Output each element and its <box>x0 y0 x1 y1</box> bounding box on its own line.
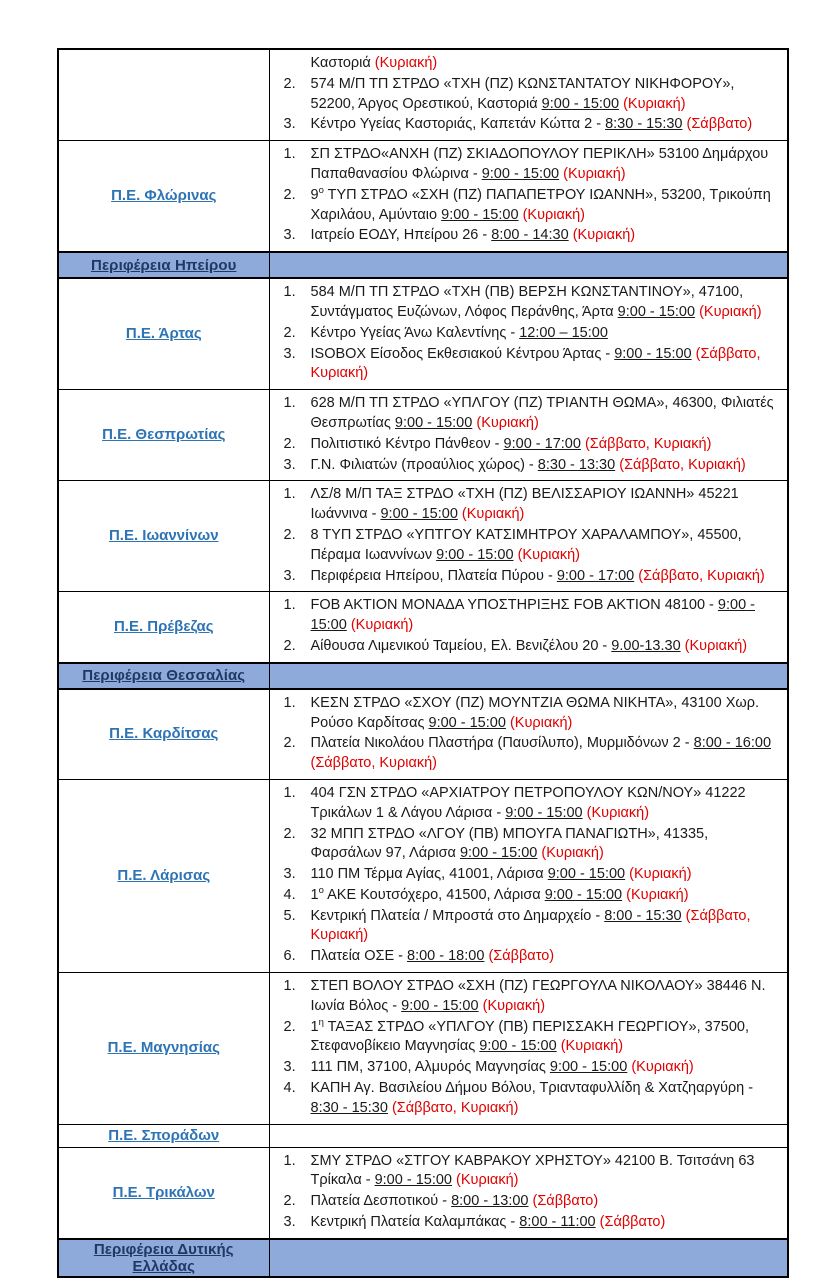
time-range: 9:00 - 15:00 <box>459 845 538 862</box>
regional-unit-cell <box>58 390 269 481</box>
item-text <box>311 186 782 226</box>
location-item <box>284 283 782 323</box>
region-header-cell <box>58 1239 269 1277</box>
item-number <box>284 54 311 74</box>
item-text <box>311 75 782 115</box>
day-note: (Κυριακή) <box>456 1172 519 1189</box>
table-row <box>58 592 788 663</box>
item-number: 1. <box>283 597 296 614</box>
day-note: (Σάββατο, Κυριακή) <box>391 1099 519 1116</box>
location-item <box>284 186 782 226</box>
location-item <box>284 596 782 636</box>
item-number: 1. <box>283 146 296 163</box>
region-header-cell <box>58 663 269 689</box>
time-range: 8:00 - 15:30 <box>604 907 682 924</box>
ordinal-suffix: ο <box>318 184 324 196</box>
location-text: Αίθουσα Λιμενικού Ταμείου, Ελ. Βενιζέλου 20 - <box>310 637 612 654</box>
day-note: (Κυριακή) <box>522 206 585 223</box>
location-item <box>284 694 782 734</box>
table-row <box>58 1124 788 1147</box>
location-item <box>284 485 782 525</box>
time-range: 8:00 - 14:30 <box>491 227 569 244</box>
item-text <box>311 1213 782 1233</box>
item-text <box>311 226 782 246</box>
item-number: 2. <box>283 435 296 452</box>
location-text: Γ.Ν. Φιλιατών (προαύλιος χώρος) - <box>310 456 538 473</box>
item-number: 5. <box>283 907 296 924</box>
locations-list-cell <box>269 1147 788 1239</box>
location-text: ΛΣ/8 Μ/Π ΤΑΞ ΣΤΡΔΟ «ΤΧΗ (ΠΖ) ΒΕΛΙΣΣΑΡΙΟΥ ΙΩΑΝΝΗ» 45221 Ιωάννινα - <box>310 486 739 523</box>
regional-unit-link[interactable]: Π.Ε. Θεσπρωτίας <box>102 426 226 444</box>
item-text <box>311 886 782 906</box>
item-text <box>311 977 782 1017</box>
location-text: ΚΕΣΝ ΣΤΡΔΟ «ΣΧΟΥ (ΠΖ) ΜΟΥΝΤΖΙΑ ΘΩΜΑ ΝΙΚΗΤΑ», 43100 Χωρ. Ρούσο Καρδίτσας <box>310 694 759 731</box>
ordinal-suffix: ο <box>318 885 324 897</box>
item-text <box>311 1058 782 1078</box>
item-number: 2. <box>283 526 296 543</box>
item-number: 2. <box>283 75 296 92</box>
regional-unit-link[interactable]: Π.Ε. Ιωαννίνων <box>108 527 219 545</box>
table-row <box>58 1147 788 1239</box>
item-number: 2. <box>283 186 296 203</box>
day-note: (Σάββατο) <box>599 1214 666 1231</box>
region-header-row <box>58 252 788 278</box>
item-text <box>311 694 782 734</box>
table-row <box>58 390 788 481</box>
location-text: 1 <box>310 1018 319 1035</box>
location-item <box>284 435 782 455</box>
item-text <box>311 825 782 865</box>
item-text <box>311 54 782 74</box>
day-note: (Σάββατο, Κυριακή) <box>310 345 761 382</box>
item-text <box>311 865 782 885</box>
locations-list-cell <box>269 390 788 481</box>
regional-unit-link[interactable]: Π.Ε. Άρτας <box>125 325 202 343</box>
regional-unit-cell <box>58 689 269 780</box>
item-number: 2. <box>283 324 296 341</box>
location-text: ISOBOX Είσοδος Εκθεσιακού Κέντρου Άρτας - <box>310 345 615 362</box>
item-number: 4. <box>283 886 296 903</box>
time-range: 9:00 - 15:00 <box>549 1059 628 1076</box>
day-note: (Κυριακή) <box>482 997 546 1014</box>
location-item <box>284 784 782 824</box>
location-text: 111 ΠΜ, 37100, Αλμυρός Μαγνησίας <box>310 1059 550 1076</box>
location-text: Κεντρική Πλατεία Καλαμπάκας - <box>310 1214 520 1231</box>
location-item <box>284 1213 782 1233</box>
regional-unit-cell <box>58 141 269 252</box>
regional-unit-link[interactable]: Π.Ε. Μαγνησίας <box>107 1039 220 1057</box>
table-row <box>58 278 788 389</box>
item-number: 3. <box>283 567 296 584</box>
location-item <box>284 1058 782 1078</box>
day-note: (Κυριακή) <box>563 165 626 182</box>
time-range: 8:30 - 15:30 <box>310 1099 388 1116</box>
day-note: (Κυριακή) <box>560 1038 624 1055</box>
item-number: 3. <box>283 866 296 883</box>
location-item <box>284 394 782 434</box>
item-number: 1. <box>283 694 296 711</box>
locations-table <box>57 48 789 1278</box>
time-range: 9:00 - 17:00 <box>503 435 581 452</box>
item-text <box>311 734 782 774</box>
location-item <box>284 567 782 587</box>
table-row <box>58 973 788 1125</box>
locations-list-cell <box>269 689 788 780</box>
item-number: 3. <box>283 227 296 244</box>
day-note: (Σάββατο, Κυριακή) <box>584 435 712 452</box>
item-number: 1. <box>283 486 296 503</box>
item-number: 2. <box>283 735 296 752</box>
location-item <box>284 907 782 947</box>
day-note: (Κυριακή) <box>541 845 604 862</box>
time-range: 9:00 - 17:00 <box>556 567 635 584</box>
region-header-label: Περιφέρεια Θεσσαλίας <box>82 667 246 685</box>
time-range: 9:00 - 15:00 <box>481 165 560 182</box>
location-item <box>284 825 782 865</box>
day-note: (Κυριακή) <box>509 714 573 731</box>
location-item <box>284 1192 782 1212</box>
location-text: ΣΠ ΣΤΡΔΟ«ΑΝΧΗ (ΠΖ) ΣΚΙΑΔΟΠΟΥΛΟΥ ΠΕΡΙΚΛΗ» 53100 Δημάρχου Παπαθανασίου Φλώρινα - <box>310 146 769 182</box>
location-text: 584 Μ/Π ΤΠ ΣΤΡΔΟ «ΤΧΗ (ΠΒ) ΒΕΡΣΗ ΚΩΝΣΤΑΝΤΙΝΟΥ», 47100, Συντάγματος Ευζώνων, Λόφος Περάνθης, Άρτα <box>310 284 744 320</box>
day-note: (Σάββατο) <box>686 116 753 133</box>
location-item <box>284 886 782 906</box>
day-note: (Κυριακή) <box>350 617 414 634</box>
region-header-label: Περιφέρεια Δυτικής Ελλάδας <box>93 1240 234 1275</box>
location-text: 8 ΤΥΠ ΣΤΡΔΟ «ΥΠΤΓΟΥ ΚΑΤΣΙΜΗΤΡΟΥ ΧΑΡΑΛΑΜΠΟΥ», 45500, Πέραμα Ιωαννίνων <box>310 526 742 563</box>
item-text <box>311 637 782 657</box>
location-item <box>284 977 782 1017</box>
time-range: 8:00 - 13:00 <box>451 1193 529 1210</box>
location-item <box>284 75 782 115</box>
location-text: Πολιτιστικό Κέντρο Πάνθεον - <box>310 435 504 452</box>
day-note: (Κυριακή) <box>623 95 686 112</box>
location-item <box>284 145 782 185</box>
location-item <box>284 324 782 344</box>
regional-unit-cell <box>58 592 269 663</box>
locations-list-cell <box>269 592 788 663</box>
location-text: Πλατεία Δεσποτικού - <box>310 1193 452 1210</box>
item-number: 1. <box>283 284 296 301</box>
location-item <box>284 1079 782 1119</box>
location-item <box>284 54 782 74</box>
location-text: FOB AKTION ΜΟΝΑΔΑ ΥΠΟΣΤΗΡΙΞΗΣ FOB AKTION 48100 - <box>310 597 718 614</box>
location-text: ΤΥΠ ΣΤΡΔΟ «ΣΧΗ (ΠΖ) ΠΑΠΑΠΕΤΡΟΥ ΙΩΑΝΝΗ», 53200, Τρικούπη Χαριλάου, Αμύνταιο <box>310 186 771 223</box>
location-text: Καστοριά <box>310 55 375 71</box>
locations-list-cell <box>269 481 788 592</box>
item-text <box>311 907 782 947</box>
day-note: (Σάββατο, Κυριακή) <box>619 456 746 473</box>
location-text: Κέντρο Υγείας Καστοριάς, Καπετάν Κώττα 2 - <box>310 116 606 133</box>
regional-unit-cell <box>58 278 269 389</box>
region-header-label: Περιφέρεια Ηπείρου <box>91 256 237 274</box>
day-note: (Κυριακή) <box>684 637 748 654</box>
location-text: ΑΚΕ Κουτσόχερο, 41500, Λάρισα <box>323 886 545 903</box>
item-number: 2. <box>283 1018 296 1035</box>
location-item <box>284 865 782 885</box>
item-number: 3. <box>283 1214 296 1231</box>
day-note: (Κυριακή) <box>626 886 689 903</box>
item-number: 1. <box>283 395 296 412</box>
day-note: (Κυριακή) <box>699 303 762 320</box>
regional-unit-link[interactable]: Π.Ε. Καρδίτσας <box>109 725 219 743</box>
location-text: Κεντρική Πλατεία / Μπροστά στο Δημαρχείο - <box>310 907 605 924</box>
table-row <box>58 49 788 141</box>
locations-list-cell <box>269 278 788 389</box>
item-text <box>311 435 782 455</box>
item-number: 3. <box>283 456 296 473</box>
item-text <box>311 1192 782 1212</box>
location-text: 574 Μ/Π ΤΠ ΣΤΡΔΟ «ΤΧΗ (ΠΖ) ΚΩΝΣΤΑΝΤΑΤΟΥ ΝΙΚΗΦΟΡΟΥ», 52200, Άργος Ορεστικού, Καστοριά <box>310 75 735 112</box>
item-text <box>311 456 782 476</box>
time-range: 9:00 - 15:00 <box>436 546 514 563</box>
day-note: (Σάββατο, Κυριακή) <box>310 907 751 944</box>
region-header-cell-right <box>269 663 788 689</box>
regional-unit-cell <box>58 1147 269 1239</box>
time-range: 8:00 - 18:00 <box>407 948 485 965</box>
time-range: 9:00 - 15:00 <box>428 714 506 731</box>
time-range: 8:00 - 16:00 <box>693 735 772 752</box>
time-range: 9:00 - 15:00 <box>541 95 620 112</box>
locations-list-cell <box>269 141 788 252</box>
location-item <box>284 734 782 774</box>
time-range: 9:00 - 15:00 <box>479 1038 557 1055</box>
item-text <box>311 596 782 636</box>
item-number: 3. <box>283 345 296 362</box>
time-range: 8:00 - 11:00 <box>519 1214 596 1231</box>
item-text <box>311 784 782 824</box>
day-note: (Σάββατο, Κυριακή) <box>638 567 765 584</box>
region-header-cell-right <box>269 252 788 278</box>
day-note: (Σάββατο, Κυριακή) <box>310 755 437 772</box>
item-text <box>311 567 782 587</box>
time-range: 9:00 - 15:00 <box>374 1172 452 1189</box>
time-range: 9:00 - 15:00 <box>617 303 696 320</box>
time-range: 12:00 – 15:00 <box>519 324 608 341</box>
time-range: 8:30 - 15:30 <box>605 116 683 133</box>
item-text <box>311 1152 782 1192</box>
location-item <box>284 526 782 566</box>
day-note: (Κυριακή) <box>476 414 539 431</box>
item-number: 4. <box>283 1080 296 1097</box>
regional-unit-link[interactable]: Π.Ε. Σποράδων <box>108 1126 220 1144</box>
location-text: Κέντρο Υγείας Άνω Καλεντίνης - <box>310 324 520 341</box>
location-text: Πλατεία Νικολάου Πλαστήρα (Παυσίλυπο), Μυρμιδόνων 2 - <box>310 735 694 752</box>
ordinal-suffix: η <box>318 1016 324 1028</box>
day-note: (Σάββατο) <box>532 1193 599 1210</box>
locations-list-cell <box>269 779 788 972</box>
location-text: Ιατρείο ΕΟΔΥ, Ηπείρου 26 - <box>310 227 492 244</box>
day-note: (Κυριακή) <box>374 55 438 71</box>
locations-list-cell <box>269 973 788 1125</box>
location-text: Πλατεία ΟΣΕ - <box>310 948 408 965</box>
item-number: 2. <box>283 1193 296 1210</box>
location-text: 1 <box>310 886 319 903</box>
location-item <box>284 226 782 246</box>
location-text: ΚΑΠΗ Αγ. Βασιλείου Δήμου Βόλου, Τριανταφυλλίδη & Χατζηαργύρη - <box>310 1080 754 1097</box>
item-text <box>311 145 782 185</box>
day-note: (Κυριακή) <box>631 1059 694 1076</box>
location-text: ΣΤΕΠ ΒΟΛΟΥ ΣΤΡΔΟ «ΣΧΗ (ΠΖ) ΓΕΩΡΓΟΥΛΑ ΝΙΚΟΛΑΟΥ» 38446 Ν. Ιωνία Βόλος - <box>310 978 766 1014</box>
regional-unit-link[interactable]: Π.Ε. Φλώρινας <box>111 187 217 205</box>
locations-list-cell <box>269 49 788 141</box>
location-text: 628 Μ/Π ΤΠ ΣΤΡΔΟ «ΥΠΛΓΟΥ (ΠΖ) ΤΡΙΑΝΤΗ ΘΩΜΑ», 46300, Φιλιατές Θεσπρωτίας <box>310 395 774 431</box>
location-item <box>284 947 782 967</box>
item-number: 2. <box>283 825 296 842</box>
time-range: 9:00 - 15:00 <box>547 866 626 883</box>
item-number: 1. <box>283 978 296 995</box>
regional-unit-cell <box>58 49 269 141</box>
item-text <box>311 324 782 344</box>
item-text <box>311 1018 782 1058</box>
time-range: 9:00 - 15:00 <box>544 886 623 903</box>
time-range: 9.00-13.30 <box>611 637 681 654</box>
item-text <box>311 485 782 525</box>
item-number: 3. <box>283 1059 296 1076</box>
location-text: ΣΜΥ ΣΤΡΔΟ «ΣΤΓΟΥ ΚΑΒΡΑΚΟΥ ΧΡΗΣΤΟΥ» 42100 Β. Τσιτσάνη 63 Τρίκαλα - <box>310 1152 755 1189</box>
location-text: 110 ΠΜ Τέρμα Αγίας, 41001, Λάρισα <box>310 866 548 883</box>
location-item <box>284 1018 782 1058</box>
item-number: 6. <box>283 948 296 965</box>
regional-unit-cell <box>58 973 269 1125</box>
regional-unit-link[interactable]: Π.Ε. Λάρισας <box>117 866 211 884</box>
location-item <box>284 1152 782 1192</box>
time-range: 9:00 - 15:00 <box>614 345 692 362</box>
day-note: (Κυριακή) <box>461 506 525 523</box>
location-item <box>284 637 782 657</box>
regional-unit-link[interactable]: Π.Ε. Πρέβεζας <box>113 618 214 636</box>
item-text <box>311 947 782 967</box>
item-number: 1. <box>283 1152 296 1169</box>
regional-unit-cell <box>58 779 269 972</box>
item-number: 3. <box>283 116 296 133</box>
locations-list-cell <box>269 1124 788 1147</box>
location-text: ΤΑΞΑΣ ΣΤΡΔΟ «ΥΠΛΓΟΥ (ΠΒ) ΠΕΡΙΣΣΑΚΗ ΓΕΩΡΓΙΟΥ», 37500, Στεφανοβίκειο Μαγνησίας <box>310 1018 749 1055</box>
location-item <box>284 115 782 135</box>
location-item <box>284 456 782 476</box>
item-text <box>311 345 782 385</box>
table-row <box>58 779 788 972</box>
item-number: 2. <box>283 637 296 654</box>
day-note: (Κυριακή) <box>517 546 581 563</box>
location-text: 32 ΜΠΠ ΣΤΡΔΟ «ΛΓΟΥ (ΠΒ) ΜΠΟΥΓΑ ΠΑΝΑΓΙΩΤΗ», 41335, Φαρσάλων 97, Λάρισα <box>310 825 709 862</box>
item-text <box>311 1079 782 1119</box>
item-text <box>311 115 782 135</box>
day-note: (Σάββατο) <box>488 948 555 965</box>
time-range: 9:00 - 15:00 <box>401 997 479 1014</box>
time-range: 9:00 - 15:00 <box>380 506 458 523</box>
region-header-row <box>58 663 788 689</box>
regional-unit-link[interactable]: Π.Ε. Τρικάλων <box>112 1183 215 1201</box>
day-note: (Κυριακή) <box>629 866 692 883</box>
location-item <box>284 345 782 385</box>
item-text <box>311 394 782 434</box>
time-range: 9:00 - 15:00 <box>310 597 756 634</box>
item-text <box>311 283 782 323</box>
item-text <box>311 526 782 566</box>
location-text: 9 <box>310 186 319 203</box>
regional-unit-cell <box>58 481 269 592</box>
region-header-row <box>58 1239 788 1277</box>
region-header-cell-right <box>269 1239 788 1277</box>
location-text: Περιφέρεια Ηπείρου, Πλατεία Πύρου - <box>310 567 557 584</box>
day-note: (Κυριακή) <box>586 804 650 821</box>
day-note: (Κυριακή) <box>572 227 636 244</box>
regional-unit-cell <box>58 1124 269 1147</box>
time-range: 9:00 - 15:00 <box>441 206 519 223</box>
table-row <box>58 689 788 780</box>
table-row <box>58 141 788 252</box>
region-header-cell <box>58 252 269 278</box>
table-row <box>58 481 788 592</box>
location-text: 404 ΓΣΝ ΣΤΡΔΟ «ΑΡΧΙΑΤΡΟΥ ΠΕΤΡΟΠΟΥΛΟΥ ΚΩΝ/ΝΟΥ» 41222 Τρικάλων 1 & Λάγου Λάρισα - <box>310 784 746 821</box>
time-range: 8:30 - 13:30 <box>537 456 616 473</box>
time-range: 9:00 - 15:00 <box>394 414 473 431</box>
item-number: 1. <box>283 784 296 801</box>
time-range: 9:00 - 15:00 <box>505 804 583 821</box>
